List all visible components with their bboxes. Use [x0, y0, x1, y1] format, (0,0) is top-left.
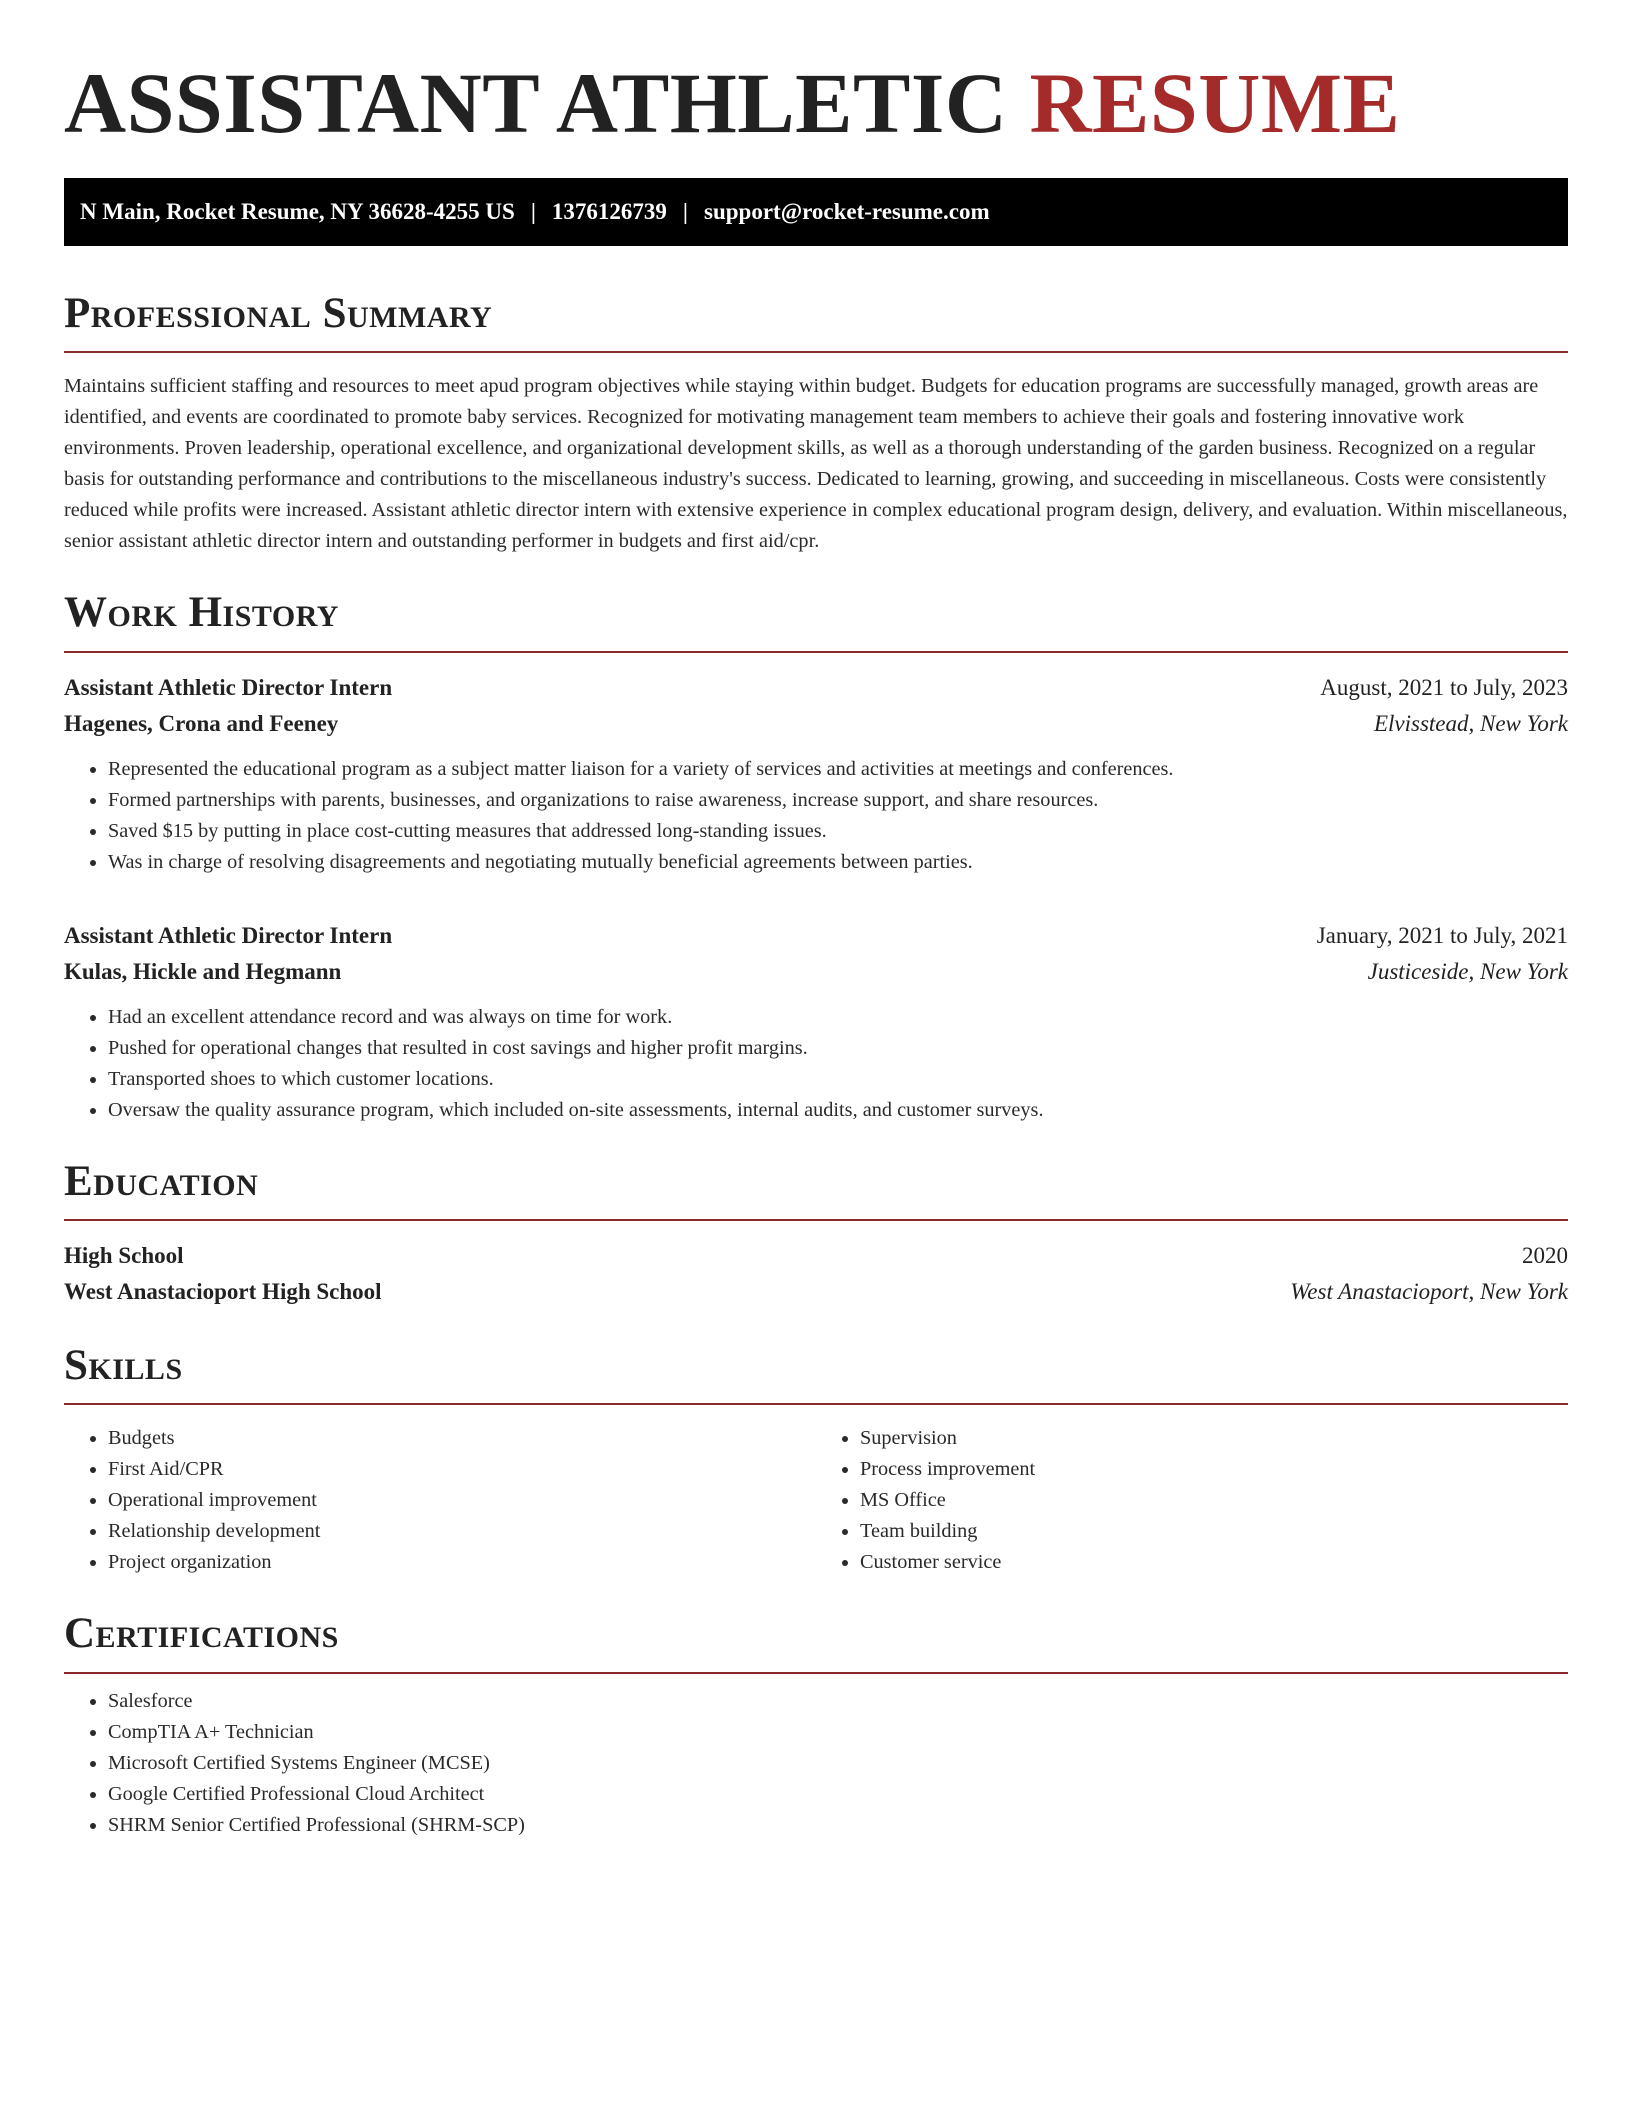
job-dates: January, 2021 to July, 2021 [1316, 922, 1568, 948]
certification-item: • CompTIA A+ Technician [108, 1717, 1568, 1748]
skills-list-left [64, 1423, 816, 1578]
job-bullet: • Pushed for operational changes that resulted in cost savings and higher profit margins. [108, 1033, 1568, 1064]
job-location: Elvisstead, New York [1373, 710, 1568, 736]
skill-item: • Budgets [108, 1423, 816, 1454]
certification-item: • Salesforce [108, 1686, 1568, 1717]
education-degree: High School [64, 1243, 184, 1269]
skill-item: • First Aid/CPR [108, 1454, 816, 1485]
job-bullet: • Formed partnerships with parents, businesses, and organizations to raise awareness, increase support, and share resources. [108, 785, 1568, 816]
work-history-section [64, 589, 1568, 1125]
job-entry [64, 670, 1568, 878]
job-bullet: • Saved $15 by putting in place cost-cutting measures that addressed long-standing issues. [108, 816, 1568, 847]
title-main: ASSISTANT ATHLETIC [64, 55, 1008, 151]
professional-summary-section [64, 290, 1568, 557]
section-divider [64, 651, 1568, 653]
certification-item: • Microsoft Certified Systems Engineer (MCSE) [108, 1748, 1568, 1779]
section-divider [64, 351, 1568, 353]
section-divider [64, 1403, 1568, 1405]
education-entry [64, 1238, 1568, 1310]
education-location: West Anastacioport, New York [1290, 1279, 1568, 1305]
skill-item: • Operational improvement [108, 1485, 816, 1516]
section-divider [64, 1219, 1568, 1221]
job-bullet: • Had an excellent attendance record and was always on time for work. [108, 1002, 1568, 1033]
job-entry [64, 918, 1568, 1126]
skill-item: • Supervision [860, 1423, 1568, 1454]
contact-email: support@rocket-resume.com [704, 199, 990, 225]
skills-section [64, 1342, 1568, 1578]
skills-grid [64, 1423, 1568, 1578]
certifications-section [64, 1610, 1568, 1840]
job-dates: August, 2021 to July, 2023 [1320, 674, 1568, 700]
section-heading: Skills [64, 1342, 183, 1390]
skills-list-right [816, 1423, 1568, 1578]
job-title: Assistant Athletic Director Intern [64, 674, 393, 700]
job-bullets [64, 754, 1568, 878]
contact-separator: | [530, 199, 536, 225]
job-title: Assistant Athletic Director Intern [64, 922, 393, 948]
certifications-list [64, 1686, 1568, 1841]
job-bullet: • Transported shoes to which customer locations. [108, 1064, 1568, 1095]
resume-title [64, 0, 1568, 155]
education-section [64, 1158, 1568, 1310]
skill-item: • Project organization [108, 1547, 816, 1578]
section-divider [64, 1672, 1568, 1674]
job-bullet: • Was in charge of resolving disagreements and negotiating mutually beneficial agreements between parties. [108, 847, 1568, 878]
section-heading: Education [64, 1157, 259, 1205]
section-heading: Work History [64, 589, 339, 637]
skill-item: • Customer service [860, 1547, 1568, 1578]
skill-item: • MS Office [860, 1485, 1568, 1516]
education-year: 2020 [1522, 1243, 1568, 1269]
job-bullets [64, 1002, 1568, 1126]
skill-item: • Relationship development [108, 1516, 816, 1547]
title-accent: RESUME [1029, 55, 1401, 151]
job-bullet: • Oversaw the quality assurance program, which included on-site assessments, internal audits, and customer surveys. [108, 1095, 1568, 1126]
contact-address: N Main, Rocket Resume, NY 36628-4255 US [80, 199, 515, 225]
contact-separator: | [682, 199, 688, 225]
skill-item: • Team building [860, 1516, 1568, 1547]
summary-text: Maintains sufficient staffing and resources to meet apud program objectives while staying within budget. Budgets for education programs are successfully managed, growth areas are identified, and events are coordinated to promote baby services. Recognized for motivating management team members to achieve their goals and fostering innovative work environments. Proven leadership, operational excellence, and organizational development skills, as well as a thorough understanding of the garden business. Recognized on a regular basis for outstanding performance and contributions to the miscellaneous industry's success. Dedicated to learning, growing, and succeeding in miscellaneous. Costs were consistently reduced while profits were increased. Assistant athletic director intern with extensive experience in complex educational program design, delivery, and evaluation. Within miscellaneous, senior assistant athletic director intern and outstanding performer in budgets and first aid/cpr. [64, 375, 1568, 553]
certification-item: • SHRM Senior Certified Professional (SHRM-SCP) [108, 1810, 1568, 1841]
section-heading: Professional Summary [64, 290, 493, 338]
job-bullet: • Represented the educational program as a subject matter liaison for a variety of services and activities at meetings and conferences. [108, 754, 1568, 785]
skill-item: • Process improvement [860, 1454, 1568, 1485]
contact-phone: 1376126739 [551, 199, 667, 225]
job-company: Kulas, Hickle and Hegmann [64, 958, 342, 984]
education-school: West Anastacioport High School [64, 1279, 382, 1305]
contact-bar [64, 178, 1568, 246]
job-location: Justiceside, New York [1367, 958, 1568, 984]
certification-item: • Google Certified Professional Cloud Architect [108, 1779, 1568, 1810]
section-heading: Certifications [64, 1610, 339, 1658]
job-company: Hagenes, Crona and Feeney [64, 710, 339, 736]
